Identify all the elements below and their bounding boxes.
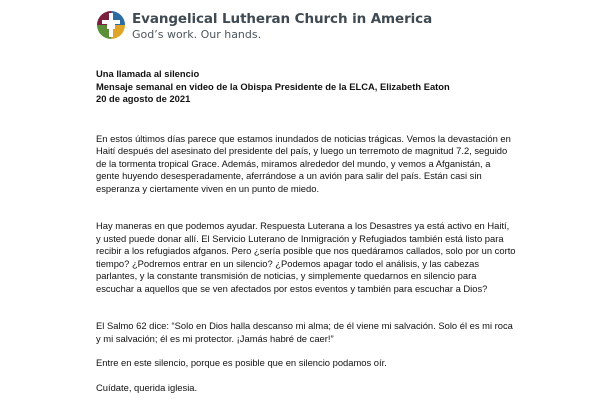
document-subtitle: Mensaje semanal en video de la Obispa Presidente de la ELCA, Elizabeth Eaton [96,80,450,92]
document-title: Una llamada al silencio [96,68,200,79]
letter-body [96,68,516,394]
paragraph-2: Hay maneras en que podemos ayudar. Respuesta Luterana a los Desastres ya está activo en Haití, y usted puede donar allí. El Servicio Luterano de Inmigración y Refugiados también está listo para recibir a los refugiados afganos. Pero ¿sería posible que nos quedáramos callados, solo por un corto tiempo? ¿Podremos entrar en un silencio? ¿Podemos apagar todo el análisis, y las cabezas parlantes, y la constante transmisión de noticias, y simplemente quedarnos en silencio para escuchar a aquellos que se ven afectados por estos eventos y también para escuchar a Dios? [96,220,516,294]
paragraph-1: En estos últimos días parece que estamos inundados de noticias trágicas. Vemos la devastación en Haití después del asesinato del presidente del país, y luego un terremoto de magnitud 7.2, seguido de la tormenta tropical Grace. Además, miramos alrededor del mundo, y vemos a Afganistán, a gente huyendo desesperadamente, aferrándose a un avión para salir del país. Están casi sin esperanza y ciertamente viven en un punto de miedo. [96,132,511,194]
organization-tagline: God’s work. Our hands. [132,28,262,41]
document-date: 20 de agosto de 2021 [96,93,191,104]
paragraph-4: Entre en este silencio, porque es posible que en silencio podamos oír. [96,357,387,368]
title-block [96,68,516,106]
organization-name: Evangelical Lutheran Church in America [132,11,433,27]
elca-cross-logo-icon [96,10,126,40]
paragraph-3: El Salmo 62 dice: “Solo en Dios halla descanso mi alma; de él viene mi salvación. Solo él es mi roca y mi salvación; él es mi protector. ¡Jamás habré de caer!” [96,320,513,344]
paragraph-5: Cuídate, querida iglesia. [96,381,198,393]
